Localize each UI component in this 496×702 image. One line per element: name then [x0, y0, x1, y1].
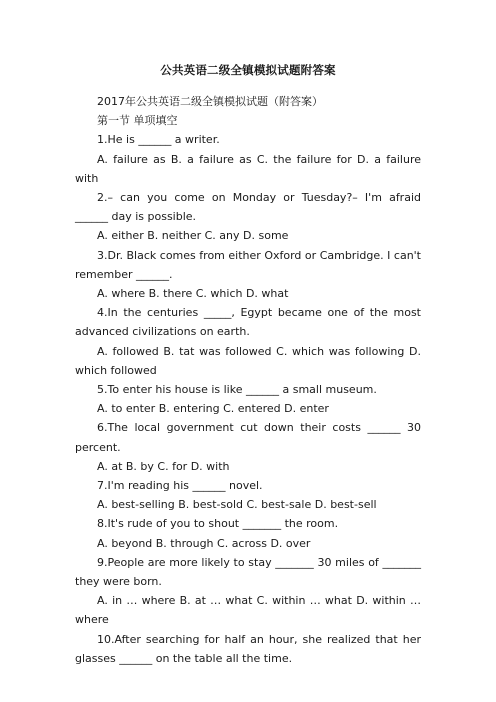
doc-subtitle: 2017年公共英语二级全镇模拟试题（附答案）: [97, 95, 323, 108]
question-6-options: A. at B. by C. for D. with: [97, 459, 230, 473]
question-10: 10.After searching for half an hour, she realized that her glasses ______ on the table all the time.: [75, 632, 421, 665]
section-heading: 第一节 单项填空: [97, 114, 178, 128]
question-9-options: A. in … where B. at … what C. within … what D. within … where: [75, 594, 421, 627]
question-3-options: A. where B. there C. which D. what: [97, 287, 289, 301]
question-7-options: A. best-selling B. best-sold C. best-sale D. best-sell: [97, 498, 377, 512]
question-6: 6.The local government cut down their costs ______ 30 percent.: [75, 421, 421, 454]
question-9: 9.People are more likely to stay _______ 30 miles of _______ they were born.: [75, 555, 421, 589]
question-1-options: A. failure as B. a failure as C. the failure for D. a failure with: [75, 152, 421, 185]
question-8: 8.It's rude of you to shout _______ the room.: [97, 517, 339, 531]
question-5: 5.To enter his house is like ______ a small museum.: [97, 383, 377, 397]
document-title: 公共英语二级全镇模拟试题附答案: [160, 63, 336, 77]
question-8-options: A. beyond B. through C. across D. over: [97, 536, 311, 550]
question-4: 4.In the centuries _____, Egypt became one of the most advanced civilizations on earth.: [75, 306, 421, 339]
question-2-options: A. either B. neither C. any D. some: [97, 229, 289, 243]
question-2: 2.– can you come on Monday or Tuesday?– I'm afraid ______ day is possible.: [75, 191, 421, 224]
question-7: 7.I'm reading his ______ novel.: [97, 479, 263, 493]
question-1: 1.He is ______ a writer.: [97, 133, 220, 147]
question-4-options: A. followed B. tat was followed C. which was following D. which followed: [75, 344, 421, 377]
question-5-options: A. to enter B. entering C. entered D. enter: [97, 402, 329, 416]
question-3: 3.Dr. Black comes from either Oxford or Cambridge. I can't remember ______.: [75, 248, 421, 281]
